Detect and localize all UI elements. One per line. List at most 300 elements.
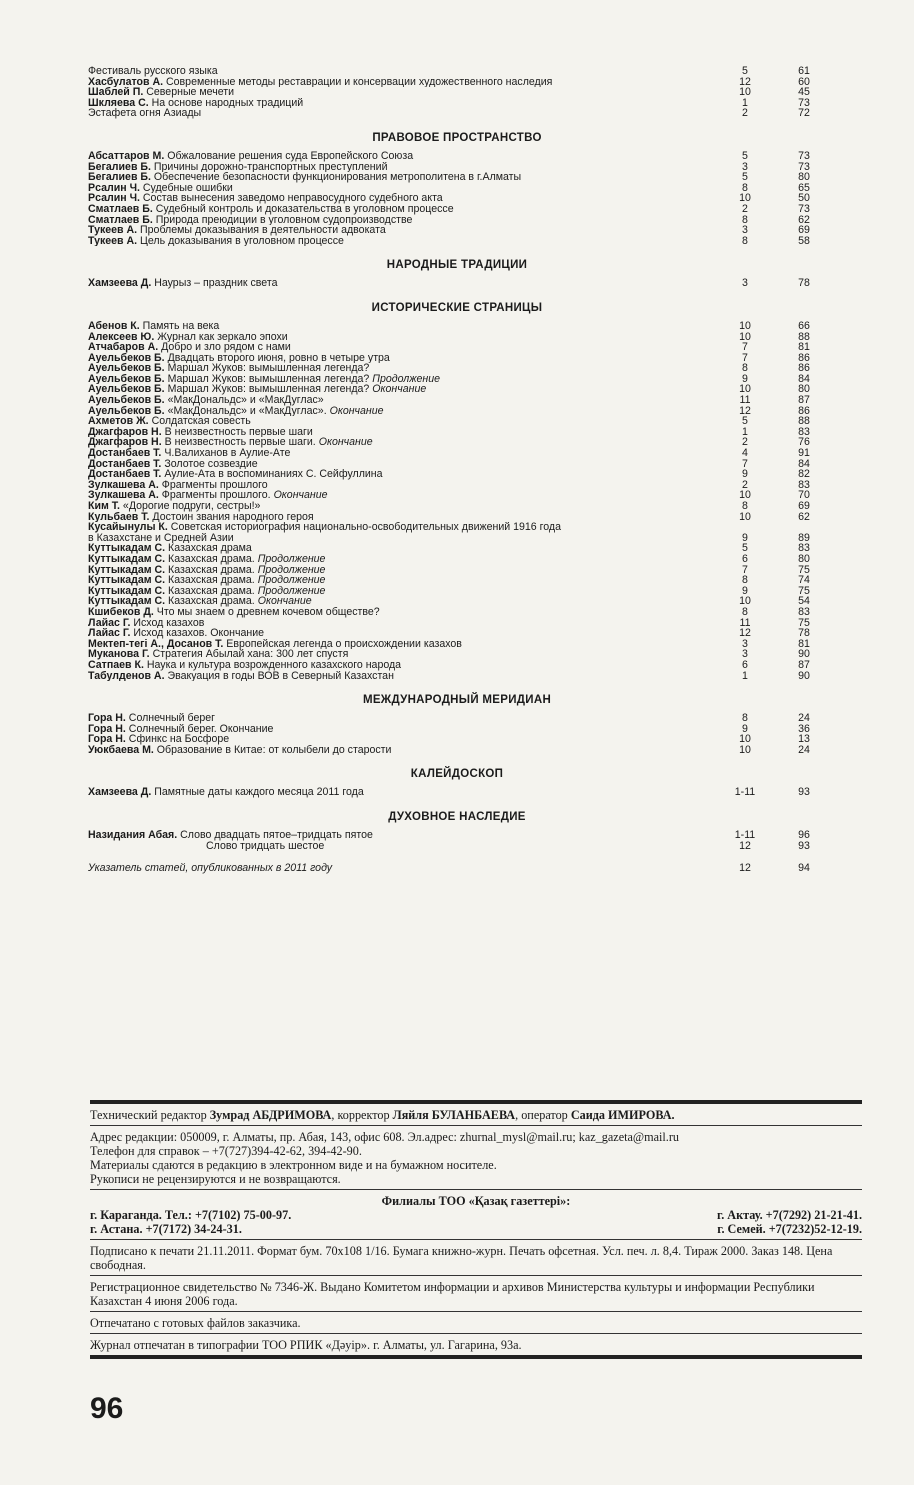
toc-entry	[88, 416, 826, 427]
entry-title: Северные мечети	[143, 87, 235, 98]
entry-author: Рсалин Ч.	[88, 182, 140, 194]
entry-title: Солнечный берег	[125, 713, 216, 724]
entry-title: Маршал Жуков: вымышленная легенда?	[164, 363, 370, 374]
entry-author: Куттыкадам С.	[88, 585, 166, 597]
entry-author: Ауельбеков Б.	[88, 395, 165, 406]
entry-author: Лайас Г.	[88, 628, 131, 639]
entry-note: Продолжение	[257, 553, 326, 565]
section-heading: МЕЖДУНАРОДНЫЙ МЕРИДИАН	[362, 694, 552, 707]
entry-title: «МакДональдс» и «МакДуглас».	[164, 405, 327, 417]
entry-author: Тукеев А.	[88, 225, 138, 236]
entry-title: Природа преюдиции в уголовном судопроизводстве	[152, 214, 413, 226]
toc-entry	[88, 713, 826, 724]
toc-entry	[88, 332, 826, 343]
registration: Регистрационное свидетельство № 7346-Ж. Выдано Комитетом информации и архивов Министерства культуры и информации Республики Казахстан 4 июня 2006 года.	[90, 1280, 815, 1308]
entry-author: Ауельбеков Б.	[88, 373, 165, 385]
page-ref: 69	[798, 500, 810, 512]
page-ref: 24	[798, 712, 810, 725]
print-info: Подписано к печати 21.11.2011. Формат бум. 70х108 1/16. Бумага книжно-журн. Печать офсетная. Усл. печ. л. 8,4. Тираж 2000. Заказ 148. Цена свободная.	[90, 1244, 833, 1272]
toc-sections	[88, 131, 826, 851]
toc-entry	[88, 66, 826, 77]
page-ref: 88	[798, 415, 810, 428]
entry-title: Золотое созвездие	[161, 458, 258, 470]
issue-number: 12	[739, 839, 751, 852]
toc-entry	[88, 342, 826, 353]
toc-entry	[88, 321, 826, 332]
page-ref: 58	[798, 234, 810, 247]
entry-author: Абенов К.	[88, 320, 140, 332]
materials-note: Материалы сдаются в редакцию в электронном виде и на бумажном носителе.	[90, 1158, 497, 1172]
page-ref: 45	[798, 86, 810, 99]
issue-number: 9	[742, 468, 748, 481]
entry-title: Маршал Жуков: вымышленная легенда?	[164, 373, 370, 385]
entry-title: Аулие-Ата в воспоминаниях С. Сейфуллина	[161, 469, 383, 480]
entry-author: Мектеп-тегі А., Досанов Т.	[88, 638, 224, 650]
toc-entry	[88, 660, 826, 671]
toc-entry	[88, 459, 826, 470]
entry-author: Шкляева С.	[88, 97, 149, 109]
entry-author: Табулденов А.	[88, 670, 165, 682]
issue-number: 6	[742, 658, 748, 671]
entry-text	[88, 671, 728, 682]
toc-entry	[88, 841, 826, 852]
entry-title: Фрагменты прошлого.	[158, 490, 271, 501]
entry-text	[88, 533, 728, 544]
entry-title: Фестиваль русского языка	[88, 66, 218, 77]
printed-at: Журнал отпечатан в типографии ТОО РПИК «Дәуір». г. Алматы, ул. Гагарина, 93а.	[90, 1338, 522, 1352]
entry-note: Окончание	[273, 490, 328, 501]
issue-number: 9	[742, 584, 748, 597]
entry-title: Казахская драма.	[165, 596, 255, 607]
entry-author: Алексеев Ю.	[88, 331, 155, 343]
entry-text	[88, 480, 728, 491]
corrector: Ляйля БУЛАНБАЕВА	[392, 1108, 516, 1122]
entry-text	[88, 660, 728, 671]
page-ref: 81	[798, 637, 810, 650]
entry-title: Журнал как зеркало эпохи	[154, 331, 288, 343]
entry-title: в Казахстане и Средней Азии	[88, 532, 234, 544]
entry-title: Добро и зло рядом с нами	[158, 342, 291, 353]
issue-number: 10	[739, 743, 751, 756]
entry-text	[88, 225, 728, 236]
entry-title: Состав вынесения заведомо неправосудного судебного акта	[139, 193, 443, 204]
issue-number: 10	[739, 86, 751, 99]
entry-author: Атчабаров А.	[88, 342, 159, 353]
issue-number: 8	[742, 712, 748, 725]
entry-text	[88, 384, 728, 395]
section-heading: КАЛЕЙДОСКОП	[410, 768, 504, 781]
entry-text	[88, 183, 728, 194]
entry-text	[88, 77, 728, 88]
toc-entry	[88, 151, 826, 162]
entry-text	[88, 596, 728, 607]
entry-author: Абсаттаров М.	[88, 150, 165, 162]
issue-number: 8	[742, 234, 748, 247]
page-ref: 80	[798, 171, 810, 184]
issue-number: 10	[739, 192, 751, 205]
issue-number: 5	[742, 65, 748, 77]
entry-text	[88, 724, 728, 735]
issue-number: 8	[742, 181, 748, 194]
entry-title: В неизвестность первые шаги.	[161, 437, 316, 449]
toc-entry	[88, 225, 826, 236]
toc-entry	[88, 469, 826, 480]
entry-text	[88, 193, 728, 204]
page-number: 96	[90, 1392, 124, 1425]
issue-number: 3	[742, 648, 748, 661]
page-ref: 65	[798, 181, 810, 194]
section-heading: ПРАВОВОЕ ПРОСТРАНСТВО	[372, 131, 542, 144]
entry-note: Окончание	[329, 405, 384, 417]
entry-author: Куттыкадам С.	[88, 543, 166, 554]
entry-text	[88, 554, 728, 565]
issue-number: 12	[739, 862, 751, 875]
entry-note: Продолжение	[257, 564, 326, 576]
entry-text	[88, 87, 728, 98]
entry-text	[88, 236, 728, 247]
entry-author: Джагфаров Н.	[88, 437, 162, 449]
toc-entry	[88, 437, 826, 448]
entry-text	[88, 406, 728, 417]
entry-note: Окончание	[257, 596, 312, 607]
entry-author: Гора Н.	[88, 734, 126, 745]
page-ref: 24	[798, 743, 810, 756]
toc-entry	[88, 554, 826, 565]
issue-number: 1	[742, 425, 748, 438]
entry-text	[88, 639, 728, 650]
entry-author: Куттыкадам С.	[88, 553, 166, 565]
page-ref: 84	[798, 372, 810, 385]
entry-text	[88, 734, 728, 745]
entry-text	[88, 204, 728, 215]
toc-entry	[88, 193, 826, 204]
issue-number: 9	[742, 722, 748, 735]
entry-title: Сфинкс на Босфоре	[125, 734, 230, 745]
toc-entry	[88, 724, 826, 735]
toc-entry	[88, 639, 826, 650]
issue-number: 3	[742, 224, 748, 237]
entry-author: Ахметов Ж.	[88, 416, 149, 427]
toc-entry	[88, 501, 826, 512]
entry-title: Эстафета огня Азиады	[88, 108, 202, 119]
entry-title: Проблемы доказывания в деятельности адвоката	[137, 225, 386, 236]
issue-number: 3	[742, 160, 748, 173]
page-ref: 88	[798, 330, 810, 343]
entry-title: Память на века	[139, 320, 220, 332]
printed-from: Отпечатано с готовых файлов заказчика.	[90, 1316, 301, 1330]
page-ref: 96	[798, 829, 810, 842]
entry-text	[88, 215, 728, 226]
page-ref: 86	[798, 351, 810, 364]
toc-entry	[88, 586, 826, 597]
entry-author: Куттыкадам С.	[88, 575, 166, 586]
entry-title: «МакДональдс» и «МакДуглас»	[164, 395, 324, 406]
entry-author: Гора Н.	[88, 713, 126, 724]
entry-title: Солнечный берег. Окончание	[125, 723, 274, 735]
section-heading: ДУХОВНОЕ НАСЛЕДИЕ	[388, 811, 526, 824]
page-ref: 78	[798, 277, 810, 290]
entry-title: Казахская драма.	[165, 553, 255, 565]
toc-entry	[88, 215, 826, 226]
entry-title: Памятные даты каждого месяца 2011 года	[151, 787, 364, 799]
page-ref: 50	[798, 192, 810, 205]
entry-text	[88, 278, 728, 289]
staff-line	[90, 1104, 862, 1125]
entry-text	[88, 98, 728, 109]
toc-entry	[88, 108, 826, 119]
issue-number: 5	[742, 171, 748, 184]
entry-note: Продолжение	[257, 575, 326, 586]
entry-text	[88, 469, 728, 480]
branch-aktau: г. Актау. +7(7292) 21-21-41.	[717, 1208, 862, 1222]
entry-text	[88, 353, 728, 364]
toc-entry	[88, 596, 826, 607]
issue-number: 2	[742, 436, 748, 449]
entry-text	[88, 416, 728, 427]
phone: Телефон для справок – +7(727)394-42-62, 394-42-90.	[90, 1144, 362, 1158]
page-ref: 13	[798, 733, 810, 746]
corrector-prefix: , корректор	[331, 1108, 393, 1122]
entry-title: Причины дорожно-транспортных преступлений	[150, 161, 388, 173]
entry-title: Ч.Валиханов в Аулие-Ате	[161, 448, 291, 459]
issue-number: 12	[739, 404, 751, 417]
issue-number: 2	[742, 478, 748, 491]
page-ref: 73	[798, 149, 810, 162]
entry-text	[88, 395, 728, 406]
entry-author: Сматлаев Б.	[88, 214, 153, 226]
entry-title: Наука и культура возрожденного казахского народа	[143, 659, 402, 671]
toc-entry	[88, 734, 826, 745]
entry-author: Хамзеева Д.	[88, 787, 152, 799]
entry-text	[88, 501, 728, 512]
page-ref: 87	[798, 658, 810, 671]
entry-text	[88, 607, 728, 618]
toc-entry	[88, 427, 826, 438]
toc-entry	[88, 745, 826, 756]
page-ref: 80	[798, 552, 810, 565]
page-ref: 93	[798, 786, 810, 799]
index-line-text: Указатель статей, опубликованных в 2011 году	[88, 863, 333, 874]
entry-author: Хасбулатов А.	[88, 76, 164, 88]
entry-title: Двадцать второго июня, ровно в четыре утра	[164, 352, 390, 364]
page-ref: 54	[798, 595, 810, 608]
page-ref: 80	[798, 383, 810, 396]
toc-entry	[88, 575, 826, 586]
page-ref: 72	[798, 107, 810, 120]
page-ref: 86	[798, 404, 810, 417]
toc-entry	[88, 671, 826, 682]
page-ref: 86	[798, 362, 810, 375]
branch-astana: г. Астана. +7(7172) 34-24-31.	[90, 1222, 242, 1236]
entry-text	[88, 522, 728, 533]
entry-text	[88, 459, 728, 470]
imprint	[90, 1100, 862, 1359]
issue-number: 10	[739, 733, 751, 746]
entry-author: Сматлаев Б.	[88, 203, 153, 215]
page-ref: 93	[798, 839, 810, 852]
entry-title: Современные методы реставрации и консервации художественного наследия	[163, 76, 553, 88]
entry-text	[88, 787, 728, 798]
entry-title: Фрагменты прошлого	[158, 479, 268, 491]
page-ref: 74	[798, 574, 810, 587]
entry-author: Кшибеков Д.	[88, 606, 154, 618]
entry-author: Бегалиев Б.	[88, 172, 151, 183]
entry-text	[88, 586, 728, 597]
entry-title: Достоин звания народного героя	[149, 511, 314, 523]
entry-author: Лайас Г.	[88, 617, 131, 629]
toc-entry	[88, 480, 826, 491]
entry-author: Шаблей П.	[88, 87, 144, 98]
entry-author: Гора Н.	[88, 723, 126, 735]
page-ref: 75	[798, 563, 810, 576]
entry-note: Продолжение	[257, 585, 326, 597]
issue-number: 10	[739, 510, 751, 523]
issue-number: 1-11	[734, 829, 756, 842]
toc-entry	[88, 87, 826, 98]
issue-number: 1	[742, 96, 748, 109]
entry-note: Продолжение	[372, 373, 441, 385]
issue-number: 11	[739, 616, 751, 629]
toc-entry	[88, 204, 826, 215]
page-ref: 83	[798, 478, 810, 491]
entry-text	[88, 332, 728, 343]
issue-number: 1	[742, 669, 748, 682]
toc-entry	[88, 649, 826, 660]
entry-text	[88, 830, 728, 841]
entry-text	[88, 543, 728, 554]
entry-title: Стратегия Абылай хана: 300 лет спустя	[149, 649, 349, 660]
page-ref: 81	[798, 341, 810, 354]
entry-text	[88, 427, 728, 438]
issue-number: 4	[742, 447, 748, 460]
entry-author: Зулкашева А.	[88, 490, 159, 501]
entry-text	[88, 490, 728, 501]
issue-number: 8	[742, 362, 748, 375]
entry-title: Маршал Жуков: вымышленная легенда?	[164, 384, 370, 396]
operator-prefix: , оператор	[515, 1108, 571, 1122]
issue-number: 5	[742, 542, 748, 555]
entry-title: Казахская драма.	[165, 585, 255, 597]
entry-author: Рсалин Ч.	[88, 193, 140, 204]
page-ref: 75	[798, 584, 810, 597]
entry-author: Ауельбеков Б.	[88, 384, 165, 396]
entry-author: Кусайынулы К.	[88, 522, 168, 533]
issue-number: 8	[742, 574, 748, 587]
entry-title: Цель доказывания в уголовном процессе	[137, 235, 344, 247]
page-ref: 62	[798, 213, 810, 226]
entry-text	[88, 363, 728, 374]
page-ref: 91	[798, 447, 810, 460]
branches-title: Филиалы ТОО «Қазақ газеттері»:	[381, 1194, 571, 1208]
page-ref: 61	[798, 65, 810, 77]
entry-author: Достанбаев Т.	[88, 458, 162, 470]
entry-title: Образование в Китае: от колыбели до старости	[153, 744, 392, 756]
entry-title: Исход казахов. Окончание	[130, 628, 265, 639]
entry-text	[88, 437, 728, 448]
toc-entry	[88, 533, 826, 544]
branches-row-2	[90, 1222, 862, 1236]
entry-author: Тукеев А.	[88, 235, 138, 247]
issue-number: 12	[739, 75, 751, 88]
issue-number: 9	[742, 531, 748, 544]
staff-prefix: Технический редактор	[90, 1108, 210, 1122]
entry-author: Ауельбеков Б.	[88, 352, 165, 364]
issue-number: 10	[739, 330, 751, 343]
issue-number: 8	[742, 605, 748, 618]
entry-title: Казахская драма.	[165, 564, 255, 576]
page-ref: 90	[798, 669, 810, 682]
toc-entry	[88, 830, 826, 841]
entry-author: Назидания Абая.	[88, 830, 178, 841]
toc-entry	[88, 236, 826, 247]
toc-entry	[88, 278, 826, 289]
index-line	[88, 863, 826, 874]
issue-number: 5	[742, 415, 748, 428]
entry-text	[88, 512, 728, 523]
page-ref: 70	[798, 489, 810, 502]
entry-author: Ким Т.	[88, 501, 120, 512]
toc-entry	[88, 406, 826, 417]
operator: Саида ИМИРОВА.	[570, 1108, 675, 1122]
entry-text	[88, 628, 728, 639]
entry-text	[88, 649, 728, 660]
entry-author: Ауельбеков Б.	[88, 363, 165, 374]
table-of-contents	[88, 66, 826, 874]
entry-title: Обжалование решения суда Европейского Союза	[164, 150, 414, 162]
issue-number: 7	[742, 457, 748, 470]
page-ref: 66	[798, 319, 810, 332]
toc-entry	[88, 522, 826, 533]
toc-entry	[88, 543, 826, 554]
entry-title: Европейская легенда о происхождении казахов	[223, 638, 462, 650]
entry-author: Достанбаев Т.	[88, 469, 162, 480]
entry-title: В неизвестность первые шаги	[161, 426, 313, 438]
issue-number: 7	[742, 563, 748, 576]
page-ref: 82	[798, 468, 810, 481]
entry-text	[88, 374, 728, 385]
entry-text	[88, 162, 728, 173]
toc-entry	[88, 607, 826, 618]
page-ref: 60	[798, 75, 810, 88]
page-ref: 94	[798, 862, 810, 875]
branches-row-1	[90, 1208, 862, 1222]
entry-title: Судебные ошибки	[139, 182, 233, 194]
entry-title: Солдатская совесть	[148, 416, 251, 427]
issue-number: 5	[742, 149, 748, 162]
address: Адрес редакции: 050009, г. Алматы, пр. Абая, 143, офис 608. Эл.адрес: zhurnal_mysl@mail.ru; kaz_gazeta@mail.ru	[90, 1130, 679, 1144]
entry-author: Ауельбеков Б.	[88, 405, 165, 417]
section-heading: НАРОДНЫЕ ТРАДИЦИИ	[386, 259, 528, 272]
entry-title: Обеспечение безопасности функционирования метрополитена в г.Алматы	[150, 172, 522, 183]
entry-author: Сатпаев К.	[88, 659, 144, 671]
page-ref: 83	[798, 605, 810, 618]
entry-note: Окончание	[318, 437, 373, 449]
entry-text	[88, 172, 728, 183]
entry-text	[88, 618, 728, 629]
entry-author: Хамзеева Д.	[88, 278, 152, 289]
page-ref: 83	[798, 542, 810, 555]
toc-entry	[88, 787, 826, 798]
page-ref: 84	[798, 457, 810, 470]
entry-title: Что мы знаем о древнем кочевом обществе?	[153, 606, 380, 618]
toc-entry	[88, 374, 826, 385]
entry-text	[88, 342, 728, 353]
toc-intro	[88, 66, 826, 119]
toc-entry	[88, 183, 826, 194]
issue-number: 7	[742, 351, 748, 364]
entry-title: Казахская драма	[165, 543, 252, 554]
entry-author: Зулкашева А.	[88, 479, 159, 491]
